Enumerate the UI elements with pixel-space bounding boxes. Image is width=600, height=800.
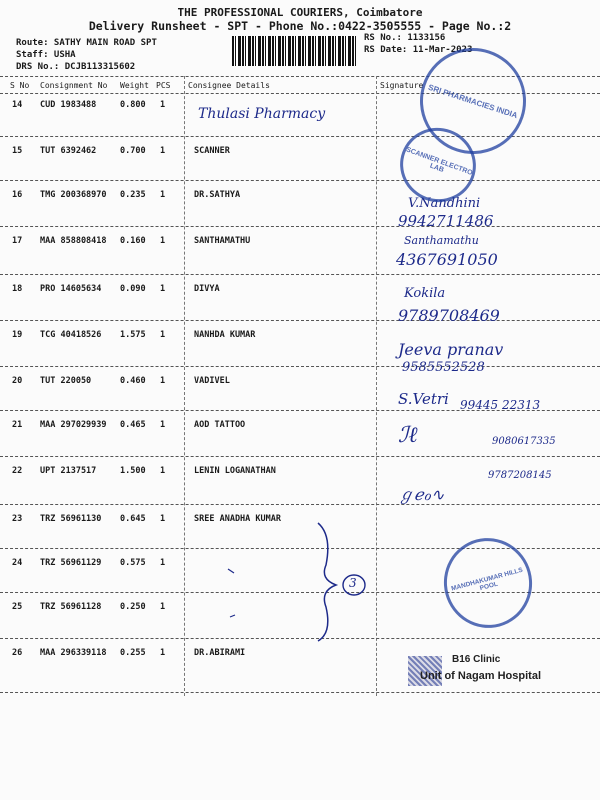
cell-cons: TUT 220050 bbox=[40, 376, 92, 386]
cell-pcs: 1 bbox=[160, 602, 166, 612]
handwritten-signature: Kokila bbox=[404, 286, 446, 301]
cell-pcs: 1 bbox=[160, 284, 166, 294]
handwritten-phone: 99445 22313 bbox=[460, 398, 541, 412]
runsheet-title: Delivery Runsheet - SPT - Phone No.:0422-3505555 - Page No.:2 bbox=[88, 19, 512, 33]
cell-cons: CUD 1983488 bbox=[40, 100, 97, 110]
cell-sno: 23 bbox=[12, 514, 23, 524]
circled-count: 3 bbox=[349, 576, 357, 590]
cell-cons: PRO 14605634 bbox=[40, 284, 102, 294]
cell-consignee: LENIN LOGANATHAN bbox=[194, 466, 276, 476]
row-separator bbox=[0, 320, 600, 321]
col-signature: Signature bbox=[380, 81, 424, 90]
cell-consignee: SCANNER bbox=[194, 146, 230, 156]
cell-pcs: 1 bbox=[160, 420, 166, 430]
row-separator bbox=[0, 226, 600, 227]
row-separator bbox=[0, 504, 600, 505]
handwritten-phone: 9789708469 bbox=[398, 306, 500, 325]
cell-sno: 22 bbox=[12, 466, 23, 476]
cell-pcs: 1 bbox=[160, 514, 166, 524]
cell-cons: TUT 6392462 bbox=[40, 146, 97, 156]
row-separator bbox=[0, 692, 600, 693]
handwritten-signature: S.Vetri bbox=[398, 390, 449, 408]
cell-pcs: 1 bbox=[160, 648, 166, 658]
cell-consignee: NANHDA KUMAR bbox=[194, 330, 256, 340]
cell-cons: MAA 296339118 bbox=[40, 648, 107, 658]
cell-sno: 16 bbox=[12, 190, 23, 200]
cell-sno: 21 bbox=[12, 420, 23, 430]
cell-sno: 18 bbox=[12, 284, 23, 294]
pharmacy-stamp: SRI PHARMACIES INDIA bbox=[406, 34, 540, 168]
col-weight: Weight bbox=[120, 81, 149, 90]
cell-pcs: 1 bbox=[160, 330, 166, 340]
cell-weight: 0.700 bbox=[120, 146, 146, 156]
cell-pcs: 1 bbox=[160, 236, 166, 246]
cell-pcs: 1 bbox=[160, 376, 166, 386]
row-separator bbox=[0, 180, 600, 181]
cell-sno: 15 bbox=[12, 146, 23, 156]
cell-consignee: VADIVEL bbox=[194, 376, 230, 386]
cell-consignee: DIVYA bbox=[194, 284, 220, 294]
cell-consignee: DR.ABIRAMI bbox=[194, 648, 246, 658]
cell-pcs: 1 bbox=[160, 100, 166, 110]
col-sno: S No bbox=[10, 81, 30, 90]
row-separator bbox=[0, 366, 600, 367]
cell-weight: 0.575 bbox=[120, 558, 146, 568]
cell-consignee: AOD TATTOO bbox=[194, 420, 246, 430]
handwritten-signature-scribble: ℐℓ bbox=[398, 423, 418, 448]
route-label: Route: SATHY MAIN ROAD SPT bbox=[16, 38, 157, 48]
cell-sno: 19 bbox=[12, 330, 23, 340]
cell-weight: 0.160 bbox=[120, 236, 146, 246]
column-divider bbox=[184, 76, 185, 696]
cell-consignee: DR.SATHYA bbox=[194, 190, 241, 200]
cell-sno: 20 bbox=[12, 376, 23, 386]
cell-cons: TRZ 56961129 bbox=[40, 558, 102, 568]
drs-number: DRS No.: DCJB113315602 bbox=[16, 62, 136, 72]
cell-cons: TMG 200368970 bbox=[40, 190, 107, 200]
handwritten-phone: 4367691050 bbox=[396, 250, 498, 269]
cell-cons: MAA 297029939 bbox=[40, 420, 107, 430]
cell-sno: 14 bbox=[12, 100, 23, 110]
cell-weight: 0.250 bbox=[120, 602, 146, 612]
handwritten-signature: Thulasi Pharmacy bbox=[198, 106, 326, 122]
scanner-stamp: SCANNER ELECTRO LAB bbox=[390, 117, 487, 213]
cell-sno: 24 bbox=[12, 558, 23, 568]
row-separator bbox=[0, 456, 600, 457]
cell-pcs: 1 bbox=[160, 190, 166, 200]
handwritten-phone: 9080617335 bbox=[492, 436, 556, 447]
cell-cons: TRZ 56961128 bbox=[40, 602, 102, 612]
handwritten-signature: Jeeva pranav bbox=[398, 340, 504, 359]
cell-sno: 25 bbox=[12, 602, 23, 612]
staff-label: Staff: USHA bbox=[16, 50, 76, 60]
handwritten-signature: Santhamathu bbox=[404, 234, 479, 247]
cell-weight: 0.645 bbox=[120, 514, 146, 524]
handwritten-signature: V.Nandhini bbox=[408, 196, 481, 211]
cell-sno: 17 bbox=[12, 236, 23, 246]
rs-date: RS Date: 11-Mar-2023 bbox=[364, 45, 473, 55]
cell-sno: 26 bbox=[12, 648, 23, 658]
cell-weight: 1.500 bbox=[120, 466, 146, 476]
cell-weight: 0.090 bbox=[120, 284, 146, 294]
cell-consignee: SANTHAMATHU bbox=[194, 236, 251, 246]
column-divider bbox=[376, 76, 377, 696]
cell-weight: 0.255 bbox=[120, 648, 146, 658]
cell-cons: TCG 40418526 bbox=[40, 330, 102, 340]
row-separator bbox=[0, 274, 600, 275]
clinic-stamp: B16 Clinic Unit of Nagam Hospital bbox=[408, 652, 558, 690]
handwritten-phone: 9942711486 bbox=[398, 212, 494, 230]
col-consignee: Consignee Details bbox=[188, 81, 270, 90]
cell-weight: 1.575 bbox=[120, 330, 146, 340]
cell-weight: 0.460 bbox=[120, 376, 146, 386]
cell-pcs: 1 bbox=[160, 146, 166, 156]
cell-weight: 0.800 bbox=[120, 100, 146, 110]
rs-number: RS No.: 1133156 bbox=[364, 33, 446, 43]
cell-weight: 0.235 bbox=[120, 190, 146, 200]
cell-pcs: 1 bbox=[160, 558, 166, 568]
handwritten-signature-scribble: ℊℯℴ∿ bbox=[398, 485, 445, 504]
col-consignment: Consignment No bbox=[40, 81, 108, 90]
cell-weight: 0.465 bbox=[120, 420, 146, 430]
barcode bbox=[232, 36, 356, 66]
col-pcs: PCS bbox=[156, 81, 171, 90]
hills-stamp: MANDHAKUMAR HILLS POOL bbox=[434, 528, 542, 638]
cell-consignee: SREE ANADHA KUMAR bbox=[194, 514, 281, 524]
cell-cons: UPT 2137517 bbox=[40, 466, 97, 476]
cell-cons: TRZ 56961130 bbox=[40, 514, 102, 524]
cell-pcs: 1 bbox=[160, 466, 166, 476]
cell-cons: MAA 858808418 bbox=[40, 236, 107, 246]
handwritten-phone: 9585552528 bbox=[402, 360, 485, 375]
handwritten-brace bbox=[200, 515, 370, 645]
handwritten-phone: 9787208145 bbox=[488, 470, 552, 481]
company-name: THE PROFESSIONAL COURIERS, Coimbatore bbox=[177, 6, 423, 19]
